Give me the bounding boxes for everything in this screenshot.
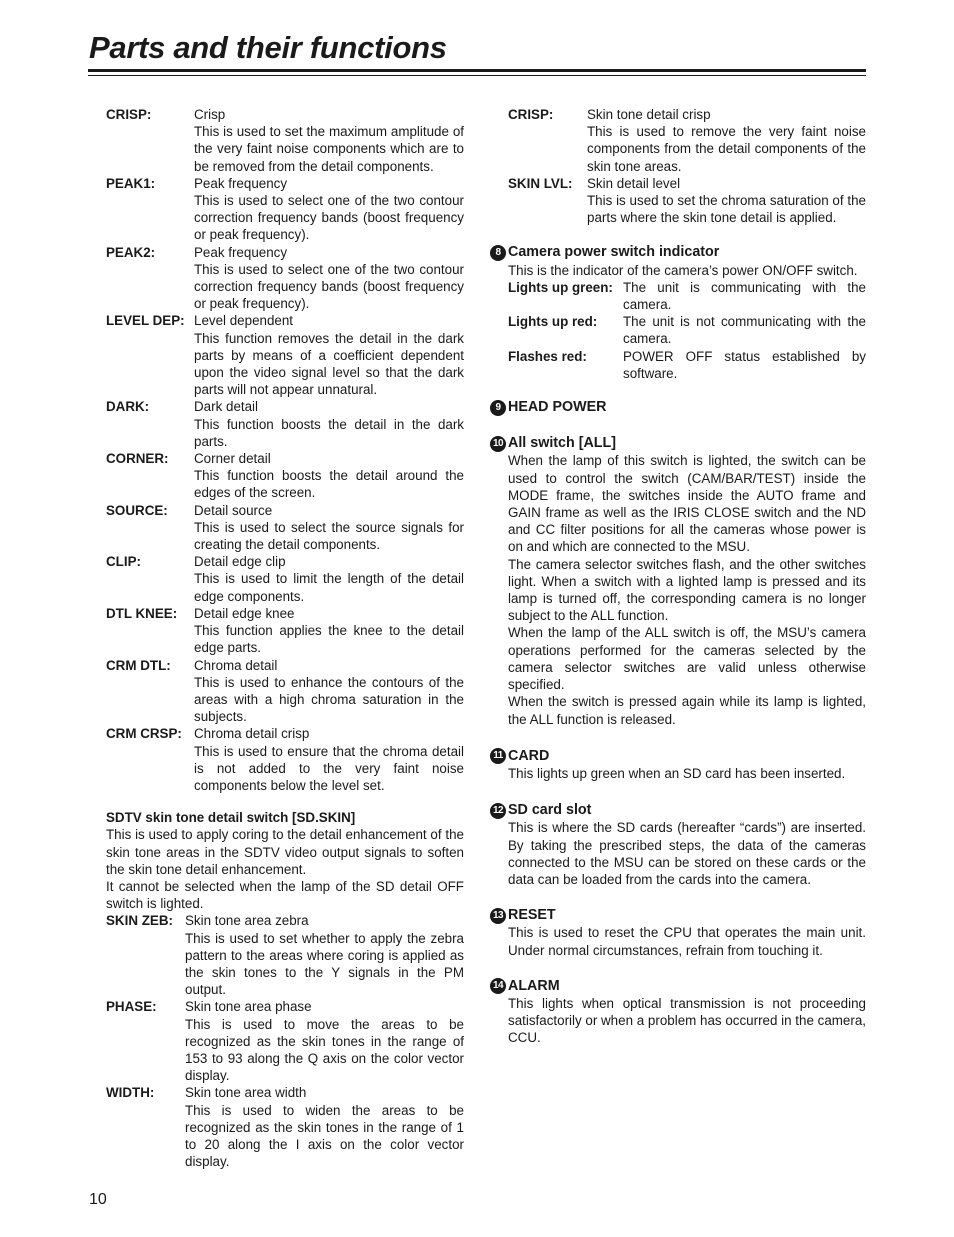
- section-heading: [490, 978, 866, 995]
- definition-item: [106, 244, 464, 313]
- definition-desc: This is used to enhance the contours of the areas with a high chroma saturation in the subjects.: [194, 674, 464, 725]
- definition-item: [106, 912, 464, 998]
- definition-item: [106, 398, 464, 450]
- section-all-switch: [492, 435, 866, 727]
- indicator-term: Lights up red:: [508, 314, 598, 330]
- definition-term: CRM DTL:: [106, 657, 171, 673]
- section-heading: [490, 435, 866, 452]
- definition-name: Dark detail: [194, 399, 259, 415]
- definition-body: [194, 725, 464, 794]
- section-description: This lights up green when an SD card has been inserted.: [508, 765, 846, 781]
- section-number-icon: 10: [490, 436, 506, 452]
- section-paragraph: The camera selector switches flash, and the other switches light. When a switch with a lighted lamp is pressed and its lamp is turned off, the corresponding camera is no longer subject to the ALL function.: [508, 556, 866, 624]
- definition-desc: This function removes the detail in the dark parts by means of a coefficient dependent upon the video signal level so that the dark parts will not appear unnatural.: [194, 330, 464, 398]
- definition-body: [194, 244, 464, 313]
- section-heading: [490, 802, 866, 819]
- definition-term: LEVEL DEP:: [106, 313, 185, 329]
- definition-body: [194, 175, 464, 244]
- definition-term: CRM CRSP:: [106, 726, 182, 742]
- definition-desc: This function boosts the detail around the edges of the screen.: [194, 468, 464, 501]
- definition-desc: This is used to limit the length of the detail edge components.: [194, 571, 464, 604]
- sdtv-definition-list: [106, 912, 464, 1170]
- definition-desc: This is used to select one of the two contour correction frequency bands (boost frequency or peak frequency).: [194, 193, 464, 243]
- section-number-icon: 9: [490, 400, 506, 416]
- section-head-power: [495, 399, 866, 416]
- section-title: ALARM: [508, 977, 560, 994]
- title-rule-thick: [88, 69, 866, 72]
- definition-term: PHASE:: [106, 999, 157, 1015]
- section-number-icon: 12: [490, 803, 506, 819]
- section-paragraph: When the lamp of the ALL switch is off, the MSU’s camera operations performed for the cameras selected by the camera selector switches are valid unless otherwise specified.: [508, 625, 866, 693]
- section-description: This is the indicator of the camera’s power ON/OFF switch.: [508, 262, 858, 278]
- definition-name: Detail source: [194, 502, 273, 518]
- section-reset: [492, 907, 866, 959]
- definition-name: Corner detail: [194, 451, 271, 467]
- sdtv-note: It cannot be selected when the lamp of the SD detail OFF switch is lighted.: [106, 878, 464, 912]
- detail-definition-list: [106, 106, 464, 794]
- definition-term: DARK:: [106, 399, 150, 415]
- definition-body: [587, 106, 866, 175]
- definition-item: [106, 312, 464, 398]
- definition-desc: This function applies the knee to the detail edge parts.: [194, 623, 464, 656]
- definition-body: [194, 312, 464, 398]
- section-alarm: [492, 977, 866, 1047]
- definition-desc: This is used to move the areas to be recognized as the skin tones in the range of 153 to 93 along the Q axis on the color vector display.: [185, 1016, 464, 1084]
- definition-term: PEAK1:: [106, 175, 156, 191]
- indicator-desc: POWER OFF status established by software.: [623, 348, 866, 381]
- page-number: 10: [89, 1191, 107, 1208]
- left-column: [106, 106, 464, 1170]
- definition-name: Skin tone area zebra: [185, 913, 309, 929]
- definition-item: [106, 725, 464, 794]
- section-description: This lights when optical transmission is not proceeding satisfactorily or when a problem has occurred in the camera, CCU.: [508, 995, 866, 1046]
- definition-term: CLIP:: [106, 554, 141, 570]
- definition-desc: This is used to widen the areas to be recognized as the skin tones in the range of 1 to 20 along the I axis on the color vector display.: [185, 1102, 464, 1170]
- definition-term: DTL KNEE:: [106, 605, 178, 621]
- section-sd-card-slot: [492, 802, 866, 888]
- definition-body: [194, 605, 464, 657]
- definition-desc: This is used to remove the very faint noise components from the detail components of the skin tone areas.: [587, 124, 866, 174]
- indicator-desc: The unit is communicating with the camera.: [623, 279, 866, 313]
- definition-body: [185, 1084, 464, 1170]
- page-title: Parts and their functions: [89, 30, 447, 65]
- definition-item: [508, 106, 866, 175]
- section-title: HEAD POWER: [508, 399, 607, 416]
- section-title: All switch [ALL]: [508, 435, 617, 452]
- definition-name: Chroma detail: [194, 657, 278, 673]
- definition-name: Chroma detail crisp: [194, 726, 310, 742]
- definition-name: Skin tone area phase: [185, 999, 312, 1015]
- definition-desc: This function boosts the detail in the dark parts.: [194, 416, 464, 449]
- definition-name: Skin tone area width: [185, 1085, 307, 1101]
- definition-name: Skin detail level: [587, 175, 681, 191]
- definition-name: Detail edge knee: [194, 605, 295, 621]
- section-camera-power: [495, 244, 866, 382]
- section-paragraph: When the switch is pressed again while its lamp is lighted, the ALL function is released.: [508, 694, 866, 727]
- indicator-term: Flashes red:: [508, 348, 587, 364]
- definition-term: PEAK2:: [106, 244, 156, 260]
- section-heading: [490, 399, 866, 416]
- section-number-icon: 13: [490, 908, 506, 924]
- definition-desc: This is used to select one of the two contour correction frequency bands (boost frequency or peak frequency).: [194, 261, 464, 312]
- definition-item: [508, 175, 866, 227]
- definition-desc: This is used to set the chroma saturation of the parts where the skin tone detail is applied.: [587, 193, 866, 226]
- definition-item: [106, 657, 464, 726]
- definition-name: Peak frequency: [194, 244, 288, 260]
- section-description: This is where the SD cards (hereafter “cards”) are inserted. By taking the prescribed steps, the data of the cameras connected to the MSU can be stored on these cards or the data can be loaded from the cards into the camera.: [508, 820, 866, 887]
- indicator-desc: The unit is not communicating with the camera.: [623, 314, 866, 347]
- definition-body: [185, 998, 464, 1084]
- definition-name: Crisp: [194, 107, 226, 122]
- section-number-icon: 14: [490, 978, 506, 994]
- definition-body: [194, 106, 464, 175]
- definition-item: [106, 175, 464, 244]
- definition-term: SKIN ZEB:: [106, 913, 173, 929]
- definition-name: Skin tone detail crisp: [587, 107, 711, 122]
- indicator-item: [508, 348, 866, 382]
- section-paragraph: When the lamp of this switch is lighted, the switch can be used to control the switch (CAM/BAR/TEST) inside the MODE frame, the switches inside the AUTO frame and GAIN frame as well as the IRIS CLOSE switch and the ND and CC filter positions for all the cameras whose power is on and which are connected to the MSU.: [508, 453, 866, 555]
- definition-body: [194, 398, 464, 450]
- definition-term: CORNER:: [106, 451, 169, 467]
- definition-term: CRISP:: [508, 107, 554, 122]
- definition-body: [194, 450, 464, 502]
- definition-item: [106, 502, 464, 554]
- section-description: This is used to reset the CPU that operates the main unit. Under normal circumstances, refrain from touching it.: [508, 925, 866, 958]
- section-number-icon: 11: [490, 748, 506, 764]
- definition-term: SKIN LVL:: [508, 175, 573, 191]
- definition-desc: This is used to set the maximum amplitude of the very faint noise components which are to be removed from the detail components.: [194, 124, 464, 174]
- definition-item: [106, 1084, 464, 1170]
- definition-desc: This is used to set whether to apply the zebra pattern to the areas where coring is applied as the skin tones to the Y signals in the PM output.: [185, 930, 464, 998]
- section-heading: [490, 907, 866, 924]
- definition-name: Level dependent: [194, 313, 294, 329]
- right-column: [492, 106, 866, 1047]
- definition-term: CRISP:: [106, 107, 152, 122]
- definition-item: [106, 106, 464, 175]
- definition-body: [194, 657, 464, 726]
- sdtv-description: This is used to apply coring to the detail enhancement of the skin tone areas in the SDTV video output signals to soften the skin tone detail enhancement.: [106, 827, 464, 877]
- definition-term: SOURCE:: [106, 502, 168, 518]
- definition-body: [185, 912, 464, 998]
- indicator-item: [508, 279, 866, 313]
- definition-term: WIDTH:: [106, 1085, 155, 1101]
- definition-item: [106, 998, 464, 1084]
- title-rule-thin: [88, 75, 866, 76]
- definition-item: [106, 605, 464, 657]
- section-title: CARD: [508, 747, 550, 764]
- section-card: [493, 747, 866, 782]
- section-title: Camera power switch indicator: [508, 244, 720, 261]
- indicator-item: [508, 313, 866, 347]
- skin-definition-list: [508, 106, 866, 226]
- section-heading: [490, 748, 866, 765]
- section-title: SD card slot: [508, 802, 592, 819]
- indicator-term: Lights up green:: [508, 279, 613, 295]
- definition-body: [194, 502, 464, 554]
- definition-item: [106, 553, 464, 605]
- section-heading: [490, 244, 866, 261]
- definition-desc: This is used to select the source signals for creating the detail components.: [194, 519, 464, 553]
- definition-body: [194, 553, 464, 605]
- sdtv-section-heading: SDTV skin tone detail switch [SD.SKIN]: [106, 810, 356, 826]
- section-title: RESET: [508, 907, 556, 924]
- definition-desc: This is used to ensure that the chroma detail is not added to the very faint noise components below the level set.: [194, 743, 464, 793]
- section-number-icon: 8: [490, 245, 506, 261]
- definition-name: Detail edge clip: [194, 554, 286, 570]
- definition-name: Peak frequency: [194, 175, 288, 191]
- definition-item: [106, 450, 464, 502]
- definition-body: [587, 175, 866, 227]
